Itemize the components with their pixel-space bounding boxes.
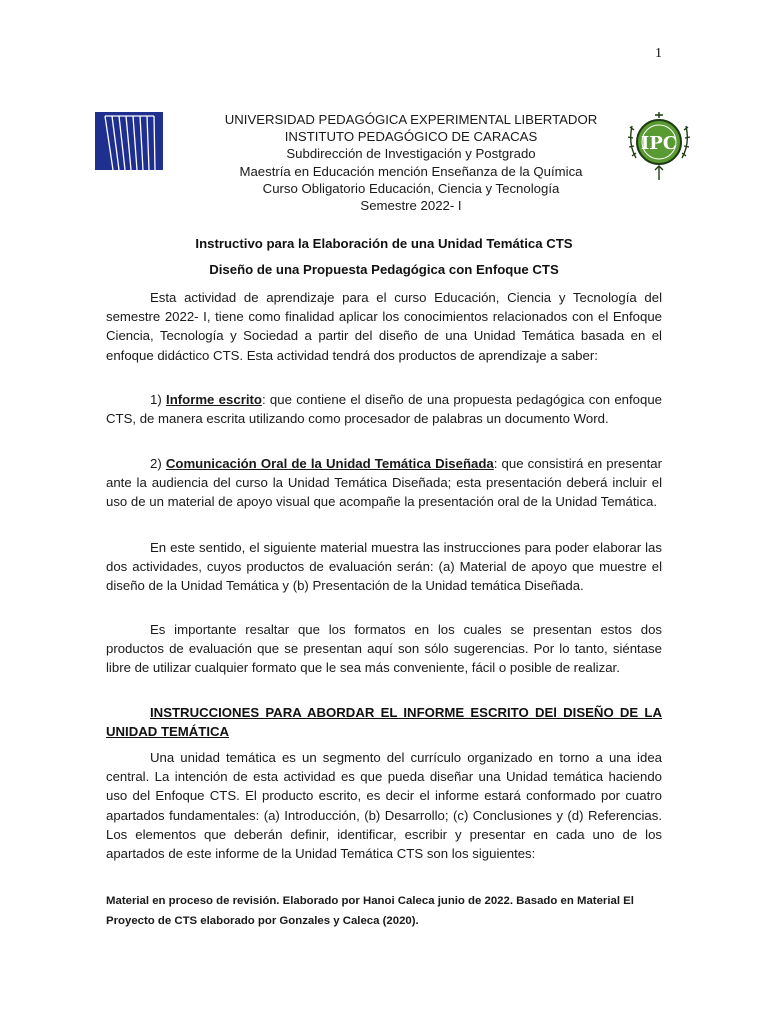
seal-text: IPC: [640, 133, 678, 154]
item-description: : que contiene el diseño de una propuesta pedagógica con enfoque CTS, de manera escrita utilizando como procesador de palabras un documento Word.: [106, 392, 662, 427]
institution-header: [180, 111, 642, 214]
document-subtitle: Diseño de una Propuesta Pedagógica con Enfoque CTS: [209, 262, 559, 277]
page-number: 1: [655, 46, 662, 61]
product-item-1: [106, 390, 662, 428]
intro-paragraph: Esta actividad de aprendizaje para el curso Educación, Ciencia y Tecnología del semestre 2022- I, tiene como finalidad aplicar los conocimientos relacionados con el Enfoque Ciencia, Tecnología y Sociedad a partir del diseño de una Unidad Temática basada en el enfoque didáctico CTS. Esta actividad tendrá dos productos de aprendizaje a saber:: [106, 290, 662, 363]
section-heading: INSTRUCCIONES PARA ABORDAR EL INFORME ESCRITO DEl DISEÑO DE LA UNIDAD TEMÁTICA: [106, 705, 662, 740]
item-number: 2): [150, 456, 166, 471]
header-masters: Maestría en Educación mención Enseñanza de la Química: [239, 163, 583, 179]
document-title: Instructivo para la Elaboración de una Unidad Temática CTS: [195, 236, 573, 251]
formats-paragraph: Es importante resaltar que los formatos en los cuales se presentan estos dos productos de evaluación que se presentan aquí son sólo sugerencias. Por lo tanto, siéntase libre de utilizar cualquier formato que le sea más conveniente, fácil o posible de realizar.: [106, 622, 662, 676]
item-term: Informe escrito: [166, 392, 262, 407]
upel-logo: [95, 112, 163, 170]
header-course: Curso Obligatorio Educación, Ciencia y Tecnología: [262, 180, 560, 196]
item-number: 1): [150, 392, 167, 407]
header-institute: INSTITUTO PEDAGÓGICO DE CARACAS: [284, 129, 538, 145]
footer-note: Material en proceso de revisión. Elaborado por Hanoi Caleca junio de 2022. Basado en Material El Proyecto de CTS elaborado por Gonzales y Caleca (2020).: [106, 895, 634, 927]
instructions-paragraph: En este sentido, el siguiente material muestra las instrucciones para poder elaborar las dos actividades, cuyos productos de evaluación serán: (a) Material de apoyo que muestre el diseño de la Unidad Temática y (b) Presentación de la Unidad temática Diseñada.: [106, 540, 662, 594]
header-semester: Semestre 2022- I: [360, 198, 462, 214]
header-university: UNIVERSIDAD PEDAGÓGICA EXPERIMENTAL LIBERTADOR: [224, 112, 598, 127]
item-term: Comunicación Oral de la Unidad Temática Diseñada: [165, 456, 494, 471]
thematic-unit-paragraph: Una unidad temática es un segmento del currículo organizado en torno a una idea central. La intención de esta actividad es que pueda diseñar una Unidad temática haciendo uso del Enfoque CTS. El producto escrito, es decir el informe estará conformado por cuatro apartados fundamentales: (a) Introducción, (b) Desarrollo; (c) Conclusiones y (d) Referencias. Los elementos que deberán definir, identificar, escribir y presentar en cada uno de los apartados de este informe de la Unidad Temática CTS son los siguientes:: [106, 750, 662, 862]
product-item-2: [106, 454, 662, 512]
header-subdirectorate: Subdirección de Investigación y Postgrado: [286, 146, 536, 162]
item-description: : que consistirá en presentar ante la audiencia del curso la Unidad Temática Diseñada; esta presentación deberá incluir el uso de un material de apoyo visual que acompañe la presentación oral de la Unidad Temática.: [106, 456, 663, 510]
